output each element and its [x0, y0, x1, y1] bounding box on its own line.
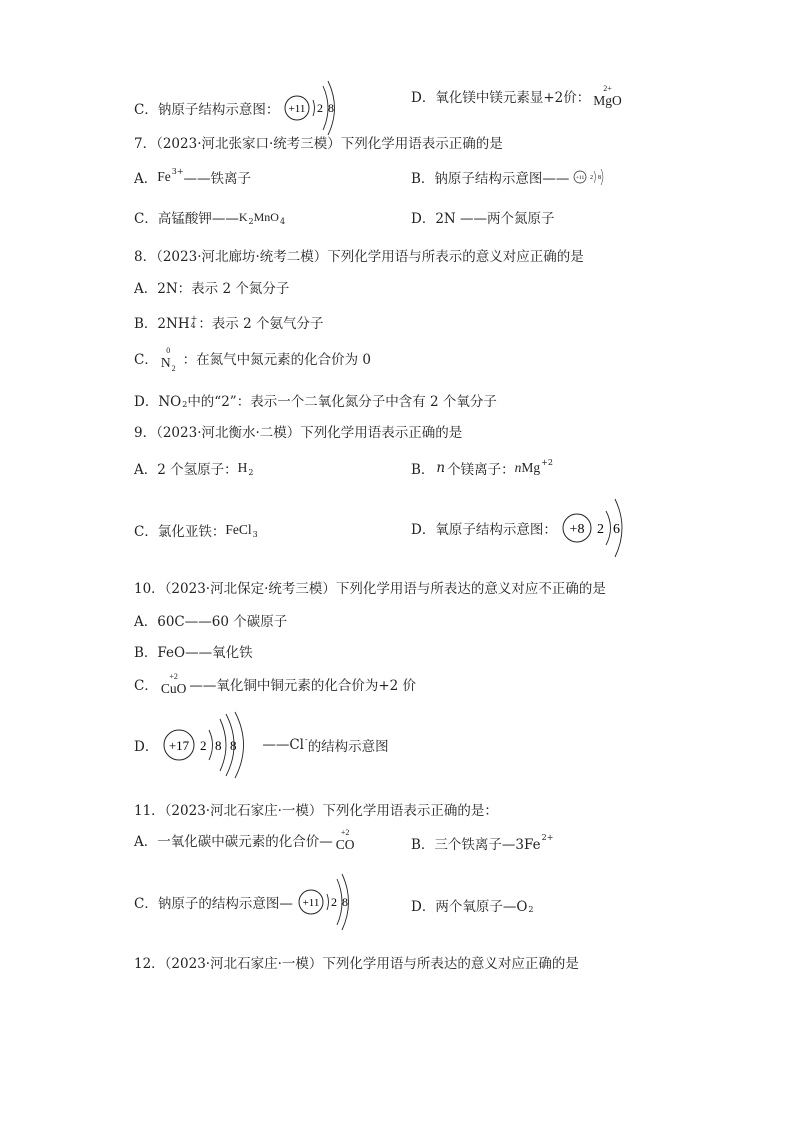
q6-c-label: C．钠原子结构示意图：: [134, 102, 280, 118]
q9-stem: 9．（2023·河北衡水·二模）下列化学用语表示正确的是: [134, 425, 463, 441]
q8-b-pre: B．2NH: [134, 316, 190, 332]
q12-stem: 12．（2023·河北石家庄·一模）下列化学用语与所表达的意义对应正确的是: [134, 956, 579, 972]
charge: +2: [541, 457, 553, 467]
q10-c-pre: C．: [134, 678, 158, 695]
sub-4: 4: [279, 216, 286, 226]
q9-b-mid: 个镁离子：: [447, 462, 515, 478]
shell-1: 2: [590, 175, 594, 181]
q11-a-text: A．一氧化碳中碳元素的化合价—: [134, 834, 333, 851]
subscript: 2: [528, 904, 534, 914]
q11-c-text: C．钠原子的结构示意图—: [134, 896, 293, 912]
sodium-atom-diagram-2: [297, 873, 359, 931]
q8-stem: 8．（2023·河北廊坊·统考二模）下列化学用语与所表示的意义对应正确的是: [134, 249, 584, 265]
q8-option-a: A．2N：表示 2 个氮分子: [134, 281, 290, 297]
shell-2: 8: [215, 738, 222, 753]
nucleus-label: +8: [569, 522, 585, 537]
q7-option-a: A． Fe 3+ ——铁离子: [134, 166, 252, 187]
q10-c-post: ——氧化铜中铜元素的化合价为+2 价: [189, 678, 417, 695]
subscript: 2: [182, 399, 188, 409]
q10-d-post: ——Cl: [262, 737, 304, 753]
shell-1: 2: [200, 738, 207, 753]
shell-2: 8: [341, 895, 348, 909]
q10-option-d: [134, 710, 389, 780]
q9-c-text: C．氯化亚铁：: [134, 524, 226, 540]
q11-b-text: B．三个铁离子—3Fe: [411, 837, 541, 853]
q11-option-c: [134, 873, 363, 931]
q10-stem: 10．（2023·河北保定·统考三模）下列化学用语与所表达的意义对应不正确的是: [134, 581, 606, 597]
nucleus-label: +11: [302, 897, 320, 909]
oxygen-atom-diagram: [561, 497, 629, 559]
valence-mark: 0: [166, 346, 171, 355]
q7-stem: 7．（2023·河北张家口·统考三模）下列化学用语表示正确的是: [134, 136, 503, 152]
variable-n: n: [436, 460, 446, 476]
shell-1: 2: [330, 895, 337, 909]
subscript: 2: [171, 364, 176, 373]
q10-d-end: 的结构示意图: [307, 739, 389, 755]
q11-d-text: D．两个氧原子—O: [411, 899, 528, 915]
n2-formula: [160, 346, 176, 373]
q8-b-post: ：表示 2 个氨气分子: [198, 316, 324, 332]
formula-mg: Mg: [521, 460, 541, 475]
formula-h: H: [237, 460, 248, 475]
q7-option-c: [134, 207, 285, 227]
q8-c-post: ：在氮气中氮元素的化合价为 0: [182, 352, 371, 369]
charge: 3+: [171, 166, 184, 176]
q9-option-d: [411, 497, 633, 559]
q9-d-text: D．氧原子结构示意图：: [411, 522, 557, 538]
sodium-atom-diagram: [283, 80, 345, 136]
q8-option-b: [134, 312, 323, 332]
q7-b-text: B．钠原子结构示意图——: [411, 171, 570, 187]
q7-option-b: [411, 167, 613, 187]
formula-fecl: FeCl: [225, 522, 252, 537]
q6-option-d: [411, 85, 625, 108]
q9-option-a: [134, 458, 253, 478]
q6-option-c: [134, 80, 349, 136]
formula-text: N: [160, 355, 171, 370]
q7-option-d: D．2N ——两个氮原子: [411, 211, 555, 227]
shell-2: 8: [328, 101, 335, 115]
q10-d-pre: D．: [134, 739, 159, 755]
q8-c-pre: C．: [134, 352, 158, 369]
formula-text: CO: [335, 837, 355, 852]
formula-text: CuO: [160, 681, 187, 696]
co-formula: [336, 829, 355, 852]
mgo-formula: [593, 85, 622, 108]
nucleus-label: +11: [576, 175, 585, 181]
shell-2: 8: [598, 175, 602, 181]
sub-2: 2: [248, 216, 254, 226]
q7-a-text: ——铁离子: [183, 171, 252, 187]
valence-mark: +2: [340, 828, 350, 837]
q11-option-a: [134, 829, 358, 852]
q8-option-d: [134, 390, 497, 410]
nucleus-label: +11: [288, 103, 306, 115]
shell-1: 2: [317, 101, 324, 115]
variable-n-2: n: [514, 460, 522, 475]
q8-option-c: [134, 346, 371, 373]
q10-option-b: B．FeO——氧化铁: [134, 645, 253, 661]
nucleus-label: +17: [169, 738, 190, 753]
shell-2: 6: [612, 522, 620, 537]
shell-3: 8: [230, 738, 237, 753]
charge: -: [304, 734, 308, 744]
fe-ion: Fe: [157, 169, 171, 184]
q9-b-pre: B．: [411, 462, 435, 478]
q9-option-b: [411, 458, 553, 478]
charge: 2+: [541, 832, 554, 842]
subscript: 2: [248, 467, 254, 477]
q7-c-text: C．高锰酸钾——: [134, 211, 239, 227]
valence-mark: +2: [169, 672, 178, 681]
q11-stem: 11．（2023·河北石家庄·一模）下列化学用语表示正确的是：: [134, 803, 498, 819]
q10-option-a: A．60C——60 个碳原子: [134, 614, 288, 630]
q8-d-pre: D．NO: [134, 394, 182, 410]
cuo-formula: [161, 673, 187, 696]
charge: +: [190, 313, 198, 323]
q11-option-b: [411, 833, 553, 853]
q11-option-d: [411, 895, 534, 915]
shell-1: 2: [596, 522, 604, 537]
q9-option-c: [134, 520, 258, 540]
formula-text: MgO: [593, 93, 622, 108]
formula-k: K: [238, 209, 248, 224]
q9-a-text: A．2 个氢原子：: [134, 462, 238, 478]
small-sodium-atom-diagram: [573, 167, 609, 187]
q10-option-c: [134, 673, 416, 696]
subscript: 3: [252, 529, 258, 539]
q8-d-post: 中的“2”：表示一个二氧化氮分子中含有 2 个氧分子: [187, 394, 497, 410]
subscript: 4: [190, 321, 196, 330]
chloride-ion-diagram: [162, 710, 258, 780]
formula-mno: MnO: [253, 209, 279, 224]
sup-sub-stack: [191, 315, 198, 329]
valence-mark: 2+: [603, 84, 612, 93]
q6-d-label: D．氧化镁中镁元素显+2价：: [411, 90, 591, 107]
